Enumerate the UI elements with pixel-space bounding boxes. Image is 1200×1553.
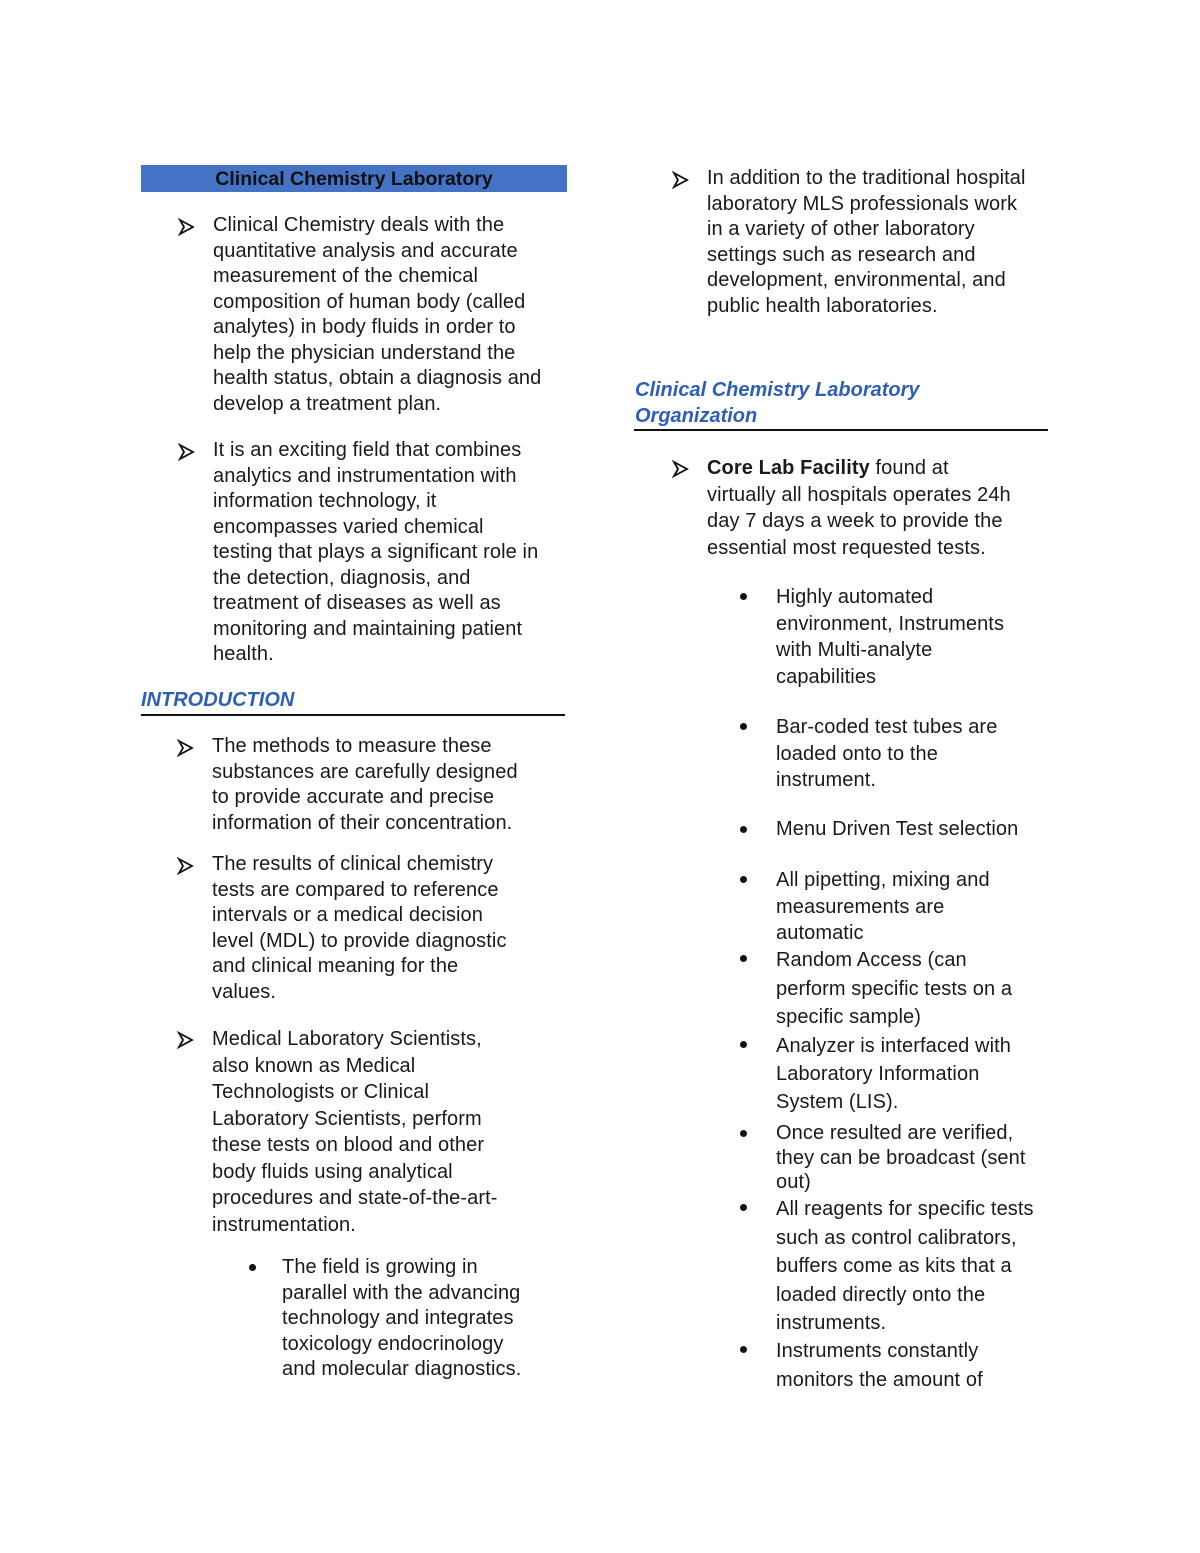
bullet-dot: [740, 1204, 747, 1211]
bullet-dot: [740, 593, 747, 600]
list-item: All pipetting, mixing and measurements are automatic: [776, 869, 990, 944]
bullet-dot: [249, 1264, 256, 1271]
paragraph-exciting-field: It is an exciting field that combines analytics and instrumentation with information technology, it encompasses varied chemical testing that plays a significant role in the detection, diagnosis, and treatment of diseases as well as monitoring and maintaining patient health.: [213, 439, 539, 665]
bullet-dot: [740, 876, 747, 883]
arrow-bullet-icon: [177, 739, 195, 757]
bullet-dot: [740, 955, 747, 962]
list-item: All reagents for specific tests such as control calibrators, buffers come as kits that a loaded directly onto the instruments.: [776, 1198, 1034, 1334]
arrow-bullet-icon: [672, 171, 690, 189]
core-lab-description: found at virtually all hospitals operates 24h day 7 days a week to provide the essential most requested tests.: [707, 457, 1011, 559]
bullet-dot: [740, 1346, 747, 1353]
list-item: Random Access (can perform specific tests on a specific sample): [776, 949, 1013, 1028]
paragraph-core-lab: [707, 455, 1047, 561]
arrow-bullet-icon: [178, 218, 196, 236]
bullet-dot: [740, 1041, 747, 1048]
paragraph-results: The results of clinical chemistry tests are compared to reference intervals or a medical decision level (MDL) to provide diagnostic and clinical meaning for the values.: [212, 853, 507, 1003]
arrow-bullet-icon: [177, 1031, 195, 1049]
paragraph-other-settings: In addition to the traditional hospital laboratory MLS professionals work in a variety of other laboratory settings such as research and development, environmental, and public health laboratories.: [707, 167, 1026, 317]
list-item: Analyzer is interfaced with Laboratory Information System (LIS).: [776, 1035, 1012, 1113]
arrow-bullet-icon: [178, 443, 196, 461]
section-heading-introduction: INTRODUCTION: [141, 689, 295, 711]
paragraph-mls: Medical Laboratory Scientists, also known as Medical Technologists or Clinical Laboratory Scientists, perform these tests on blood and other body fluids using analytical procedures and state-of-the-art- instrumentation.: [212, 1028, 498, 1236]
bullet-dot: [740, 723, 747, 730]
arrow-bullet-icon: [177, 857, 195, 875]
list-item: Once resulted are verified, they can be broadcast (sent out): [776, 1122, 1026, 1193]
list-item: Bar-coded test tubes are loaded onto to the instrument.: [776, 716, 998, 791]
bullet-dot: [740, 1130, 747, 1137]
sub-bullet-field-growing: The field is growing in parallel with the advancing technology and integrates toxicology endocrinology and molecular diagnostics.: [282, 1256, 522, 1380]
paragraph-methods: The methods to measure these substances are carefully designed to provide accurate and precise information of their concentration.: [212, 735, 518, 834]
section-heading-organization: Clinical Chemistry Laboratory Organization: [635, 379, 920, 427]
heading-rule: [634, 429, 1048, 431]
core-lab-term: Core Lab Facility: [707, 457, 870, 479]
paragraph-definition: Clinical Chemistry deals with the quantitative analysis and accurate measurement of the chemical composition of human body (called analytes) in body fluids in order to help the physician understand the health status, obtain a diagnosis and develop a treatment plan.: [213, 214, 542, 415]
bullet-dot: [740, 826, 747, 833]
list-item: Instruments constantly monitors the amount of: [776, 1340, 983, 1391]
arrow-bullet-icon: [672, 460, 690, 478]
list-item: Menu Driven Test selection: [776, 818, 1019, 840]
heading-rule: [141, 714, 565, 716]
list-item: Highly automated environment, Instruments with Multi-analyte capabilities: [776, 586, 1005, 688]
page-title: Clinical Chemistry Laboratory: [141, 165, 567, 192]
